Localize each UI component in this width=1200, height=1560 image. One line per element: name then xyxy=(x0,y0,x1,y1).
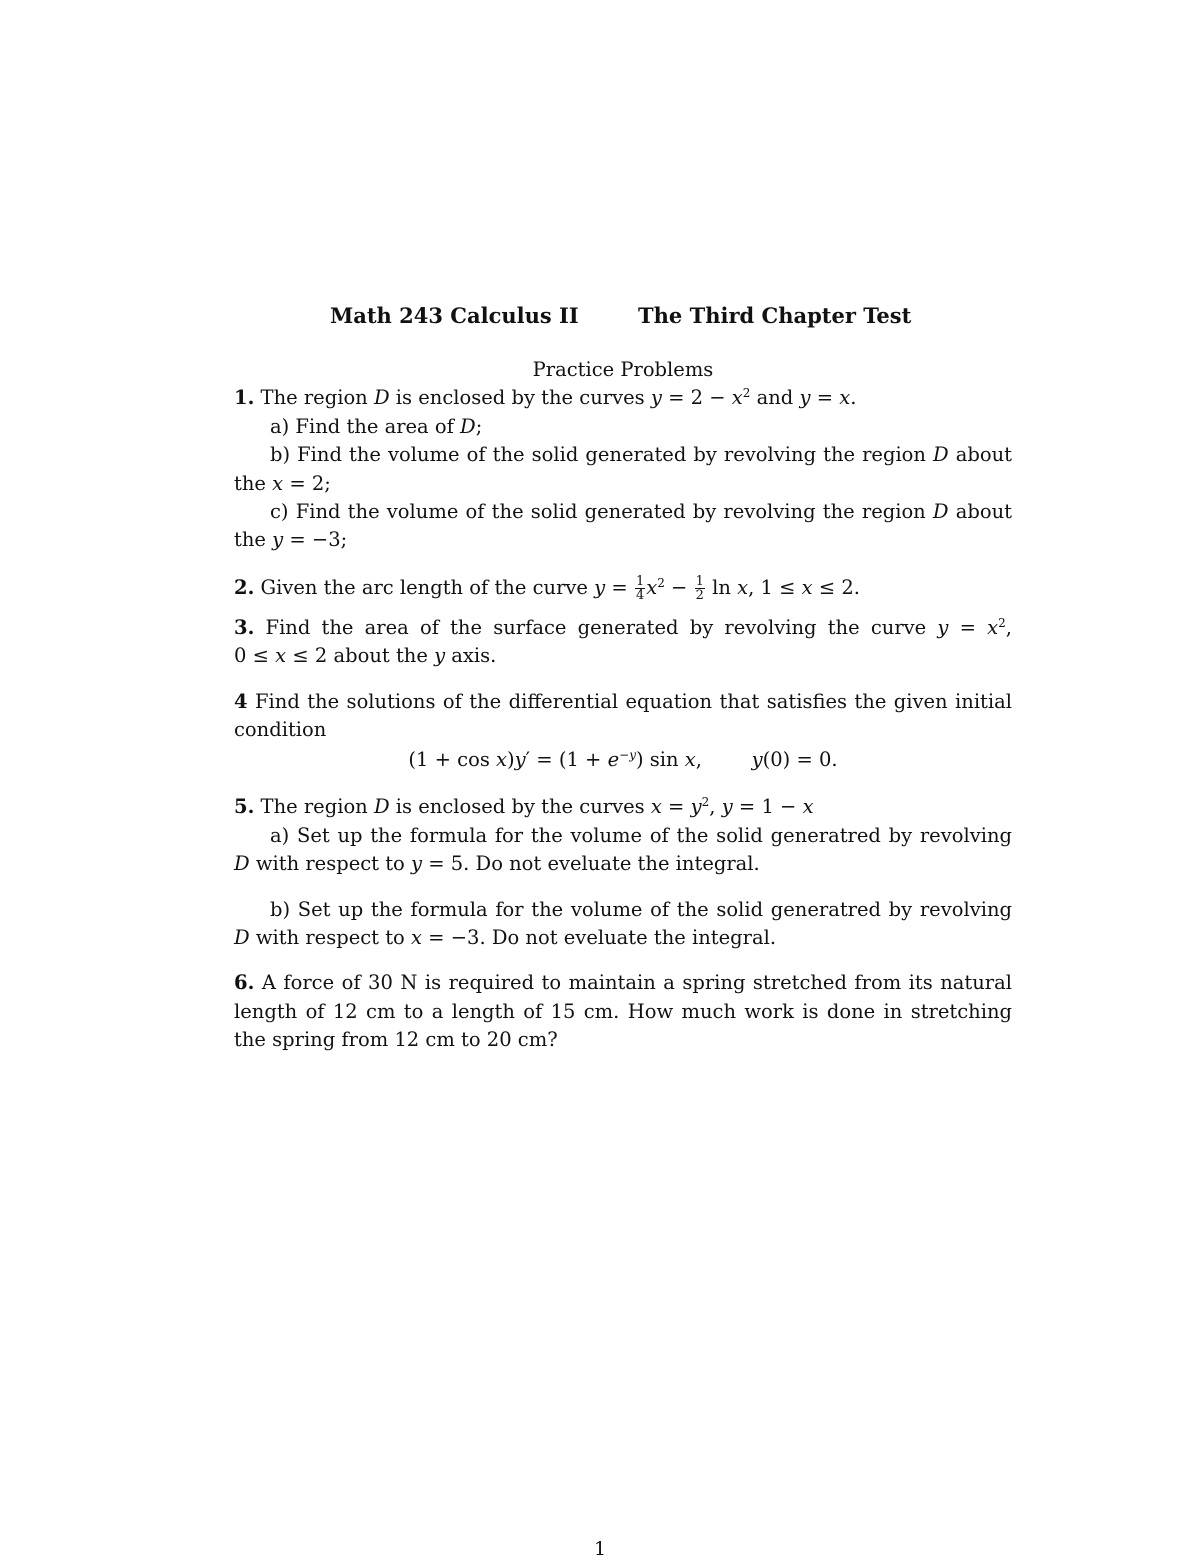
problem-4-line-1: 4 Find the solutions of the differential equation that satisfies the given initial xyxy=(234,689,1012,713)
problem-6-line-1: 6. A force of 30 N is required to maintain a spring stretched from its natural xyxy=(234,971,1012,995)
problem-4-equation: $(1 + \cos x)y' = (1 + e^{-y})$ sin x, y(0) = 0. xyxy=(408,748,838,772)
problem-1-number: 1. xyxy=(234,386,255,410)
spacer xyxy=(234,671,1012,688)
problem-6 xyxy=(234,969,1012,1054)
problem-5-statement: 5. The region D is enclosed by the curves $x = y^2$, y = 1 − x xyxy=(234,795,814,819)
page-number: 1 xyxy=(593,1538,607,1560)
spacer xyxy=(234,952,1012,969)
problem-1 xyxy=(234,384,1012,554)
problem-6-number: 6. xyxy=(234,971,255,995)
problem-1-statement: 1. The region D is enclosed by the curves $y = 2 - x^2$ and y = x. xyxy=(234,386,857,410)
spacer xyxy=(234,879,1012,896)
problem-list xyxy=(234,356,1012,1055)
problem-5-part-b: b) Set up the formula for the volume of the solid generatred by revolving xyxy=(270,897,1012,921)
test-title: The Third Chapter Test xyxy=(638,303,912,328)
problem-4-line-2: condition xyxy=(234,717,327,741)
course-title: Math 243 Calculus II xyxy=(330,303,579,328)
problem-4-number: 4 xyxy=(234,689,248,713)
problem-2-number: 2. xyxy=(234,575,255,599)
spacer xyxy=(234,776,1012,793)
problem-3-line-1: 3. Find the area of the surface generated by revolving the curve $y = x^2$, xyxy=(234,615,1012,639)
problem-3 xyxy=(234,614,1012,671)
problem-5-part-a-cont: D with respect to y = 5. Do not eveluate the integral. xyxy=(234,852,760,876)
problem-5-number: 5. xyxy=(234,795,255,819)
problem-2: 2. Given the arc length of the curve y = $\frac{1}{4}$ $x^2$ − $\frac{1}{2}$ ln x, 1 ≤ x ≤ 2. xyxy=(234,573,860,603)
problem-5 xyxy=(234,793,1012,952)
problem-1-part-c: c) Find the volume of the solid generated by revolving the region D about xyxy=(270,499,1012,523)
problem-1-part-c-cont: the y = −3; xyxy=(234,528,348,552)
fraction-one-quarter: $\frac{1}{4}$ xyxy=(635,573,645,603)
problem-1-part-b: b) Find the volume of the solid generated by revolving the region D about xyxy=(270,443,1012,467)
problem-1-part-b-cont: the x = 2; xyxy=(234,471,331,495)
problem-3-number: 3. xyxy=(234,615,255,639)
problem-5-part-a: a) Set up the formula for the volume of the solid generatred by revolving xyxy=(270,823,1012,847)
problem-3-line-2: 0 ≤ x ≤ 2 about the y axis. xyxy=(234,644,497,668)
subtitle: Practice Problems xyxy=(532,358,714,381)
title-row xyxy=(0,303,1200,333)
problem-1-part-a: a) Find the area of D; xyxy=(270,414,483,438)
problem-4 xyxy=(234,688,1012,777)
spacer xyxy=(234,555,1012,572)
spacer xyxy=(234,604,1012,614)
fraction-one-half: $\frac{1}{2}$ xyxy=(695,573,704,603)
problem-6-line-3: the spring from 12 cm to 20 cm? xyxy=(234,1028,558,1052)
problem-6-line-2: length of 12 cm to a length of 15 cm. How much work is done in stretching xyxy=(234,999,1012,1023)
problem-5-part-b-cont: D with respect to x = −3. Do not eveluate the integral. xyxy=(234,925,777,949)
